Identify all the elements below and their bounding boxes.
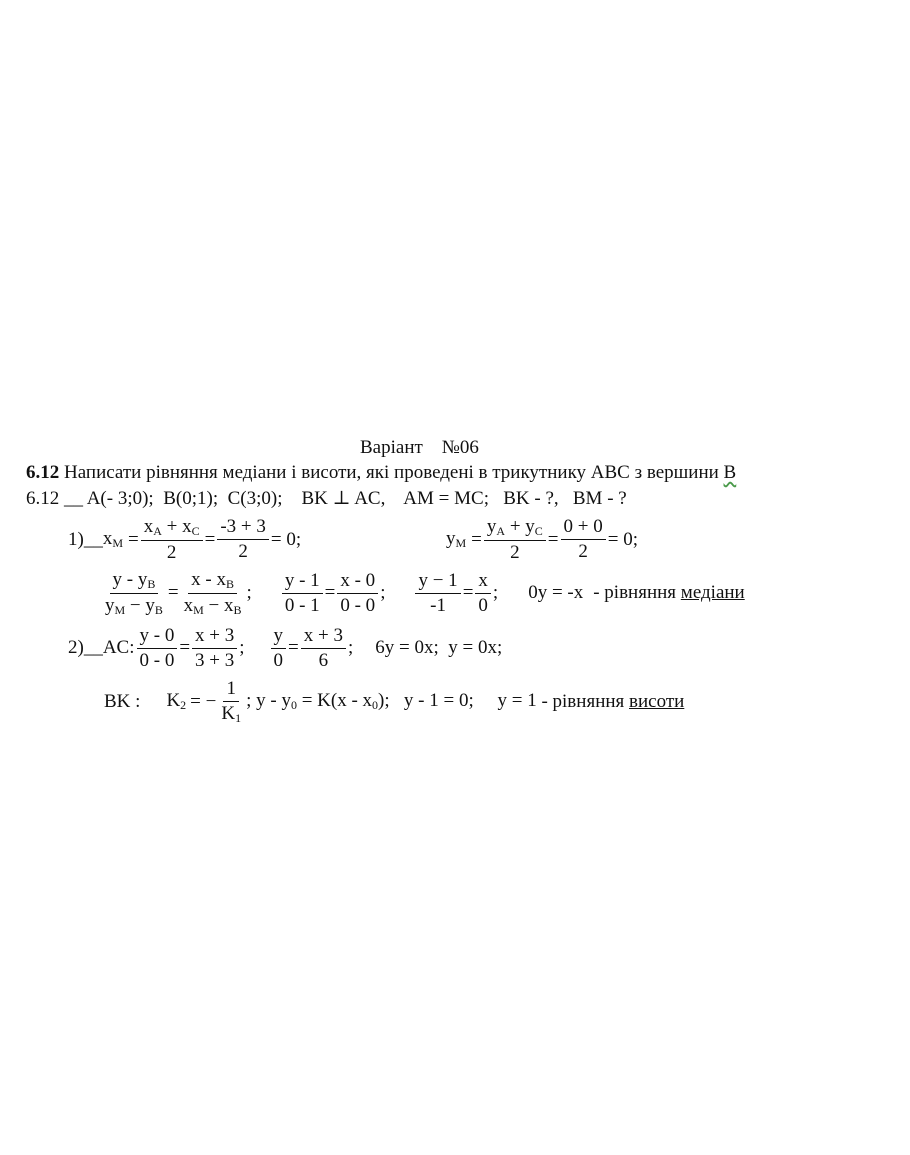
- ym-lhs: $y_M$: [446, 528, 467, 551]
- xm-value-fraction: $\frac{-3 + 3}{2}$: [217, 517, 269, 562]
- task-last-word: В: [723, 462, 737, 483]
- median-equation-line: $\frac{y - y_B}{y_M - y_B}$ = $\frac{x - x_B}{x_M - x_B}$ ; $\frac{y - 1}{0 - 1}$ = $\frac{x - 0}{0 - 0}$ ; $\frac{y - 1}{-1}$ = $\frac{x}{0}$ ; 0y = -x - рівняння медіани: [100, 570, 745, 616]
- median-general-lhs: $\frac{y - y_B}{y_M - y_B}$: [105, 569, 163, 617]
- ym-result: = 0;: [607, 528, 638, 550]
- xm-formula-fraction: $\frac{x_A + x_C}{2}$: [141, 517, 203, 563]
- variant-title-text: Варіант №06: [360, 437, 479, 458]
- ac-simplified-rhs: $\frac{x + 3}{6}$: [301, 626, 346, 671]
- ac-result: 6y = 0x; y = 0x;: [375, 637, 503, 659]
- ac-rhs-fraction: $\frac{x + 3}{3 + 3}$: [192, 626, 237, 671]
- median-label: - рівняння медіани: [593, 582, 745, 604]
- task-statement: [26, 462, 736, 484]
- task-text: Написати рівняння медіани і висоти, які проведені в трикутнику АВС з вершини: [64, 462, 724, 483]
- median-sub-lhs: $\frac{y - 1}{0 - 1}$: [282, 571, 323, 616]
- k2-fraction: $\frac{1}{K_1}$: [221, 678, 242, 725]
- task-number: 6.12: [26, 462, 60, 483]
- median-result: 0y = -x: [528, 582, 584, 604]
- median-simplified-lhs: $\frac{y - 1}{-1}$: [415, 571, 460, 616]
- bk-equation-line: [104, 679, 684, 725]
- median-sub-rhs: $\frac{x - 0}{0 - 0}$: [337, 571, 378, 616]
- ac-lhs-fraction: $\frac{y - 0}{0 - 0}$: [137, 626, 178, 671]
- given-line: [26, 487, 627, 510]
- bk-point-slope: ; $y - y_0 = K(x - x_0)$; y - 1 = 0; y = 1: [246, 690, 537, 713]
- altitude-label: - рівняння висоти: [536, 690, 685, 712]
- median-simplified-rhs: $\frac{x}{0}$: [475, 571, 491, 616]
- ac-simplified-lhs: $\frac{y}{0}$: [271, 626, 287, 671]
- step1-label: 1)__: [68, 528, 103, 550]
- ym-value-fraction: $\frac{0 + 0}{2}$: [561, 517, 606, 562]
- k2-equals: = −: [190, 690, 217, 712]
- given-text: 6.12 __ A(- 3;0); B(0;1); C(3;0); BK ⊥ AC, AM = MC; BK - ?, BM - ?: [26, 488, 627, 509]
- bk-label: BK :: [104, 690, 141, 712]
- xm-result: = 0;: [270, 528, 302, 550]
- step1-ym-line: $y_M$ = $\frac{y_A + y_C}{2}$ = $\frac{0 + 0}{2}$ = 0;: [446, 516, 638, 563]
- step2-label: 2)__AC:: [68, 637, 135, 659]
- ym-formula-fraction: $\frac{y_A + y_C}{2}$: [484, 517, 546, 563]
- step2-ac-line: 2)__AC: $\frac{y - 0}{0 - 0}$ = $\frac{x + 3}{3 + 3}$ ; $\frac{y}{0}$ = $\frac{x + 3}{6}$ ; 6y = 0x; y = 0x;: [68, 625, 503, 671]
- step1-xm-line: 1)__ $x_M$ = $\frac{x_A + x_C}{2}$ = $\frac{-3 + 3}{2}$ = 0;: [68, 516, 302, 563]
- variant-title: [360, 437, 479, 459]
- k2-symbol: $K_2$: [166, 690, 187, 713]
- xm-lhs: $x_M$: [102, 528, 123, 551]
- median-general-rhs: $\frac{x - x_B}{x_M - x_B}$: [183, 569, 242, 617]
